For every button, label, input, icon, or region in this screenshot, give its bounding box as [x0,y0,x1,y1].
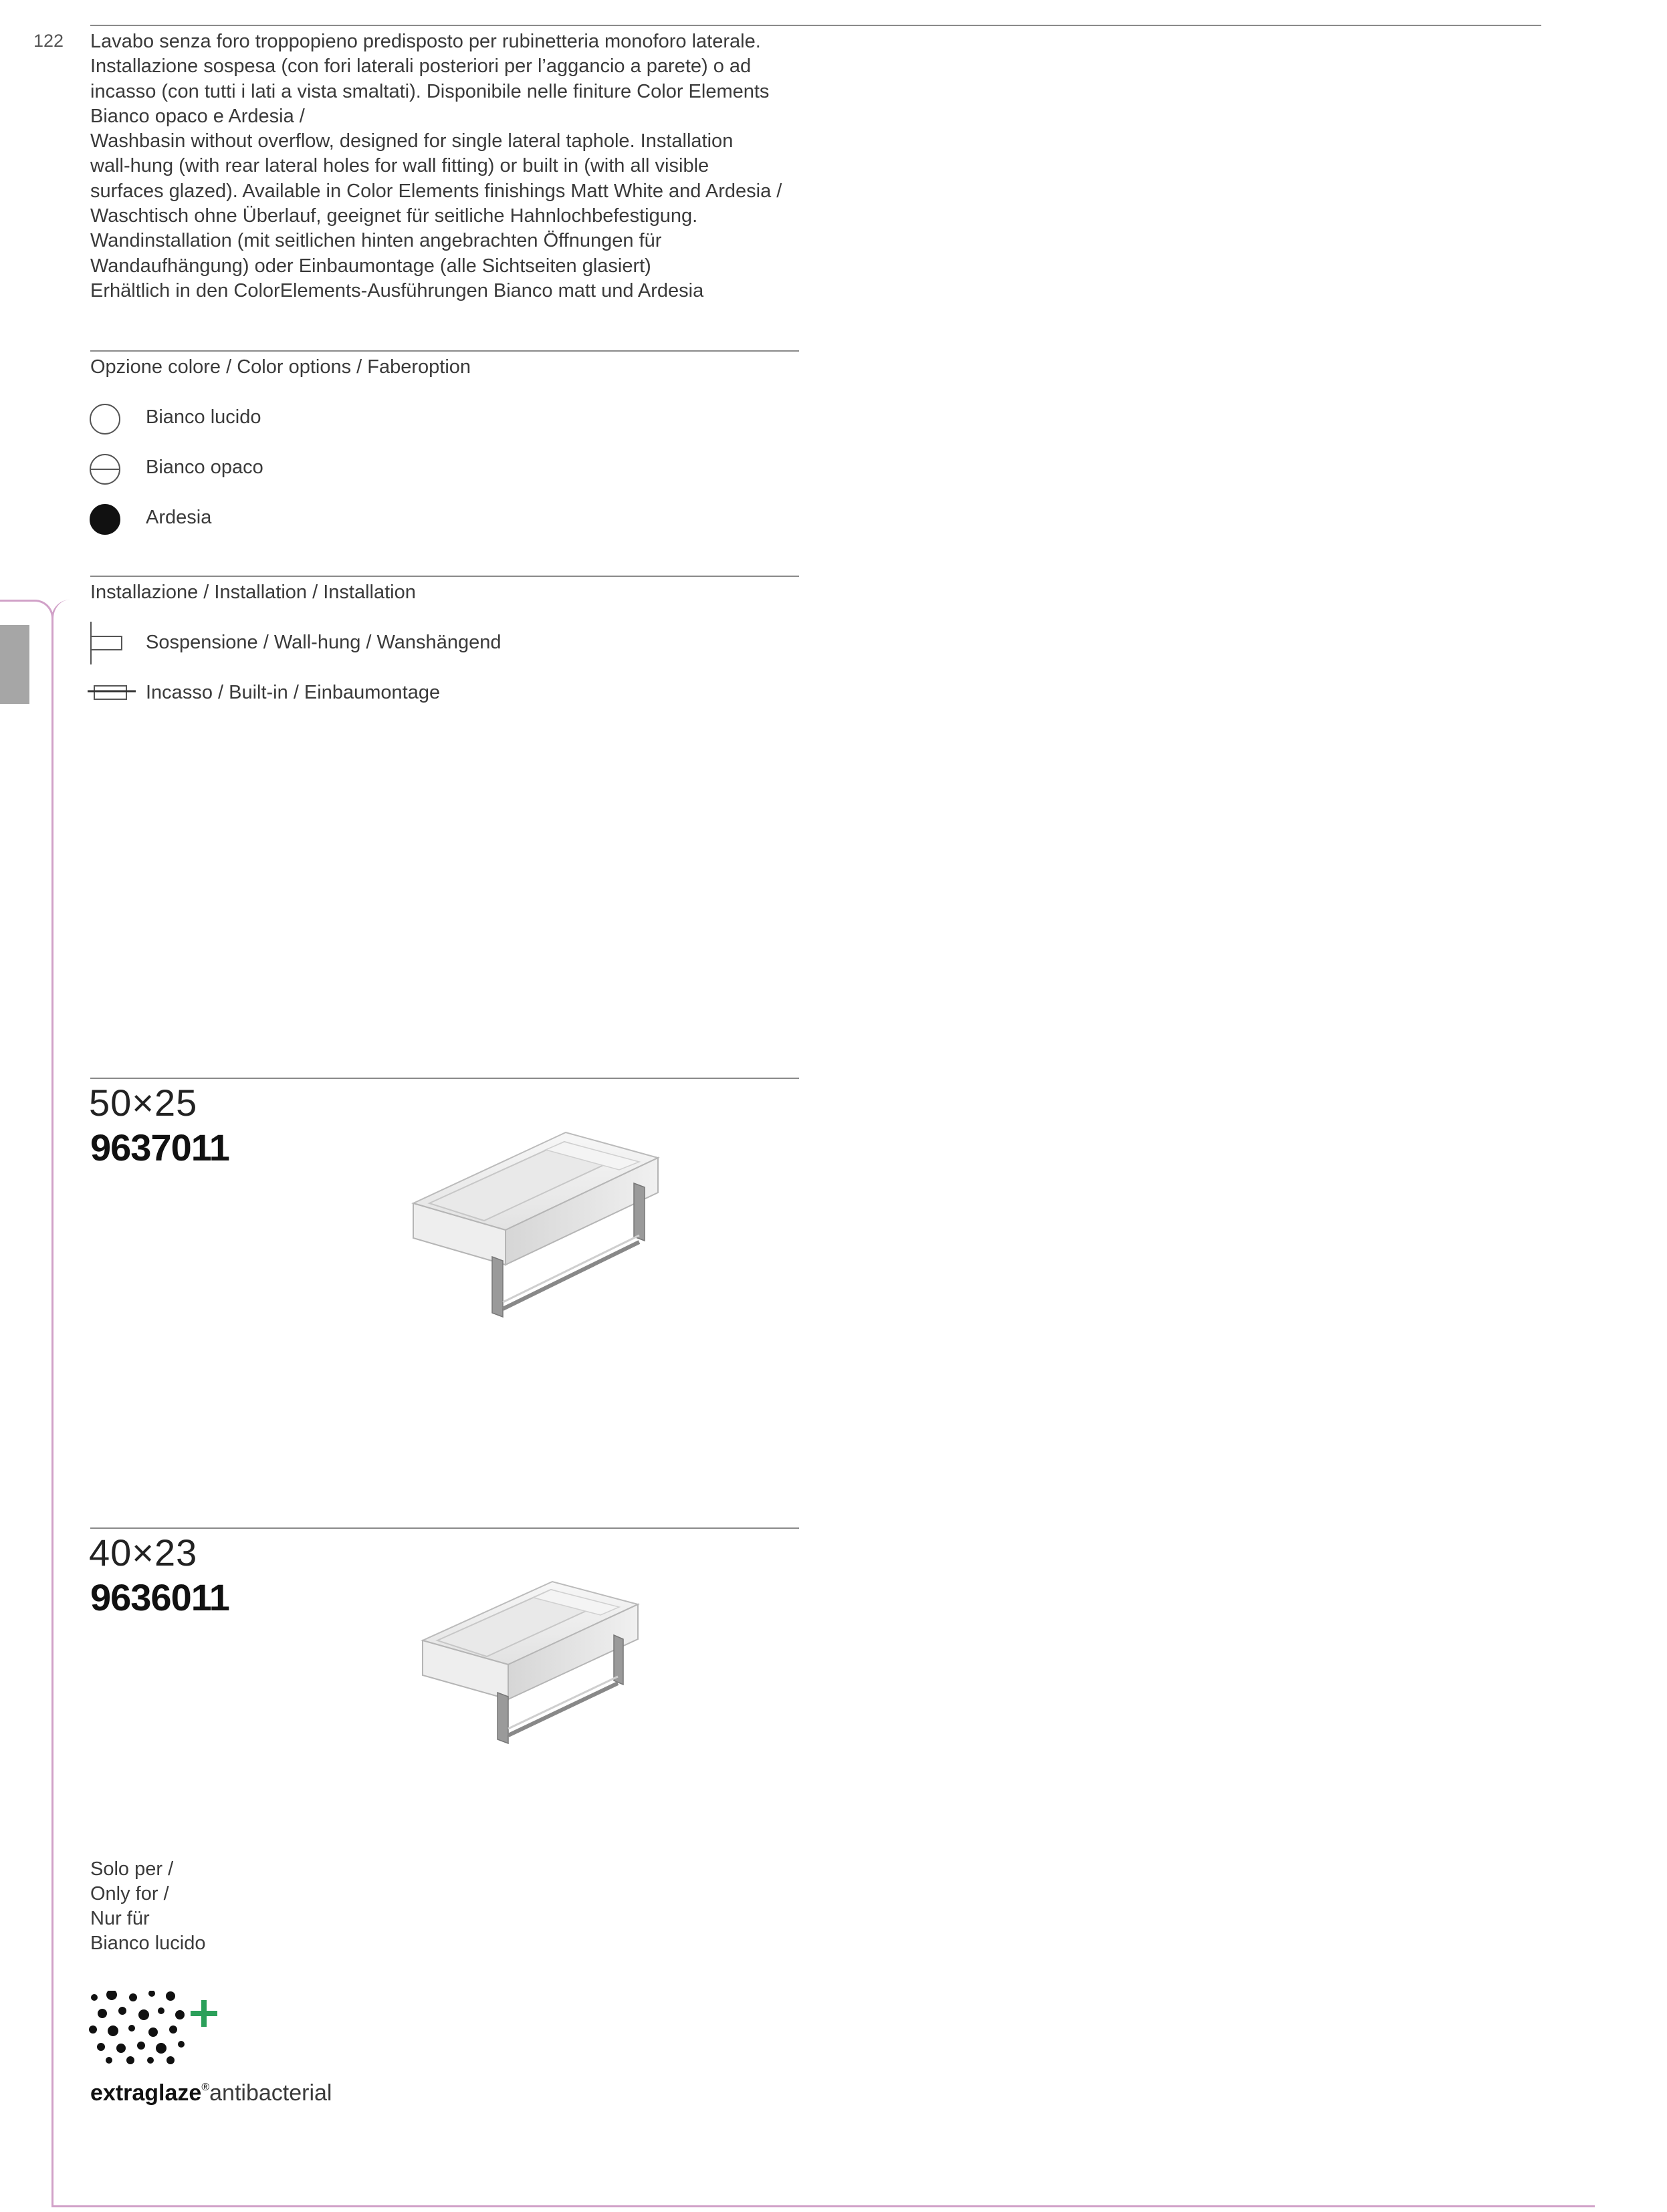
description-line: Wandinstallation (mit seitlichen hinten angebrachten Öffnungen für [90,230,662,252]
note-line: Bianco lucido [90,1933,206,1954]
brand-name-light: antibacterial [209,2080,332,2106]
page-frame [51,600,1595,2207]
description-line: wall-hung (with rear lateral holes for wall fitting) or built in (with all visible [90,155,709,177]
washbasin-image [419,1578,646,1752]
availability-note [90,1857,206,1956]
description-line: Waschtisch ohne Überlauf, geeignet für seitliche Hahnlochbefestigung. [90,205,698,227]
color-option-bianco-opaco: Bianco opaco [146,457,263,478]
circle-outline-icon [89,403,121,439]
description-line: surfaces glazed). Available in Color Elements finishings Matt White and Ardesia / [90,180,782,202]
color-options-rule [90,350,799,352]
extraglaze-logo [90,2080,332,2106]
wall-hung-icon [89,620,124,669]
product-size: 50×25 [89,1082,198,1124]
product-rule [90,1527,799,1529]
built-in-icon [88,682,136,709]
frame-top-corner [0,600,53,626]
top-rule [90,25,1541,26]
extraglaze-dots-icon [89,1991,236,2069]
chapter-tab [0,625,29,704]
product-description [90,29,812,303]
product-rule [90,1078,799,1079]
description-line: Lavabo senza foro troppopieno predisposto per rubinetteria monoforo laterale. [90,31,761,52]
washbasin-image [405,1123,666,1327]
installation-title: Installazione / Installation / Installation [90,582,416,603]
description-line: Washbasin without overflow, designed for single lateral taphole. Installation [90,130,734,152]
description-line: Installazione sospesa (con fori laterali posteriori per l’aggancio a parete) o ad [90,55,752,78]
product-size: 40×23 [89,1531,198,1574]
description-line: Erhältlich in den ColorElements-Ausführungen Bianco matt und Ardesia [90,279,704,301]
note-line: Nur für [90,1908,150,1929]
registered-mark: ® [201,2082,210,2093]
installation-wall-hung: Sospensione / Wall-hung / Wanshängend [146,632,502,653]
brand-name-bold: extraglaze [90,2080,202,2106]
product-code: 9637011 [90,1126,229,1169]
description-line: Wandaufhängung) oder Einbaumontage (alle Sichtseiten glasiert) [90,255,651,277]
product-code: 9636011 [90,1576,229,1618]
description-line: incasso (con tutti i lati a vista smaltati). Disponibile nelle finiture Color Elements [90,80,770,102]
color-option-ardesia: Ardesia [146,507,212,528]
installation-built-in: Incasso / Built-in / Einbaumontage [146,682,441,703]
description-line: Bianco opaco e Ardesia / [90,105,305,127]
note-line: Only for / [90,1883,169,1904]
page-number: 122 [33,31,64,51]
note-line: Solo per / [90,1858,174,1880]
circle-half-line-icon [89,453,121,489]
circle-filled-icon [89,503,121,539]
color-option-bianco-lucido: Bianco lucido [146,406,261,428]
installation-rule [90,576,799,577]
color-options-title: Opzione colore / Color options / Faberoption [90,356,471,378]
